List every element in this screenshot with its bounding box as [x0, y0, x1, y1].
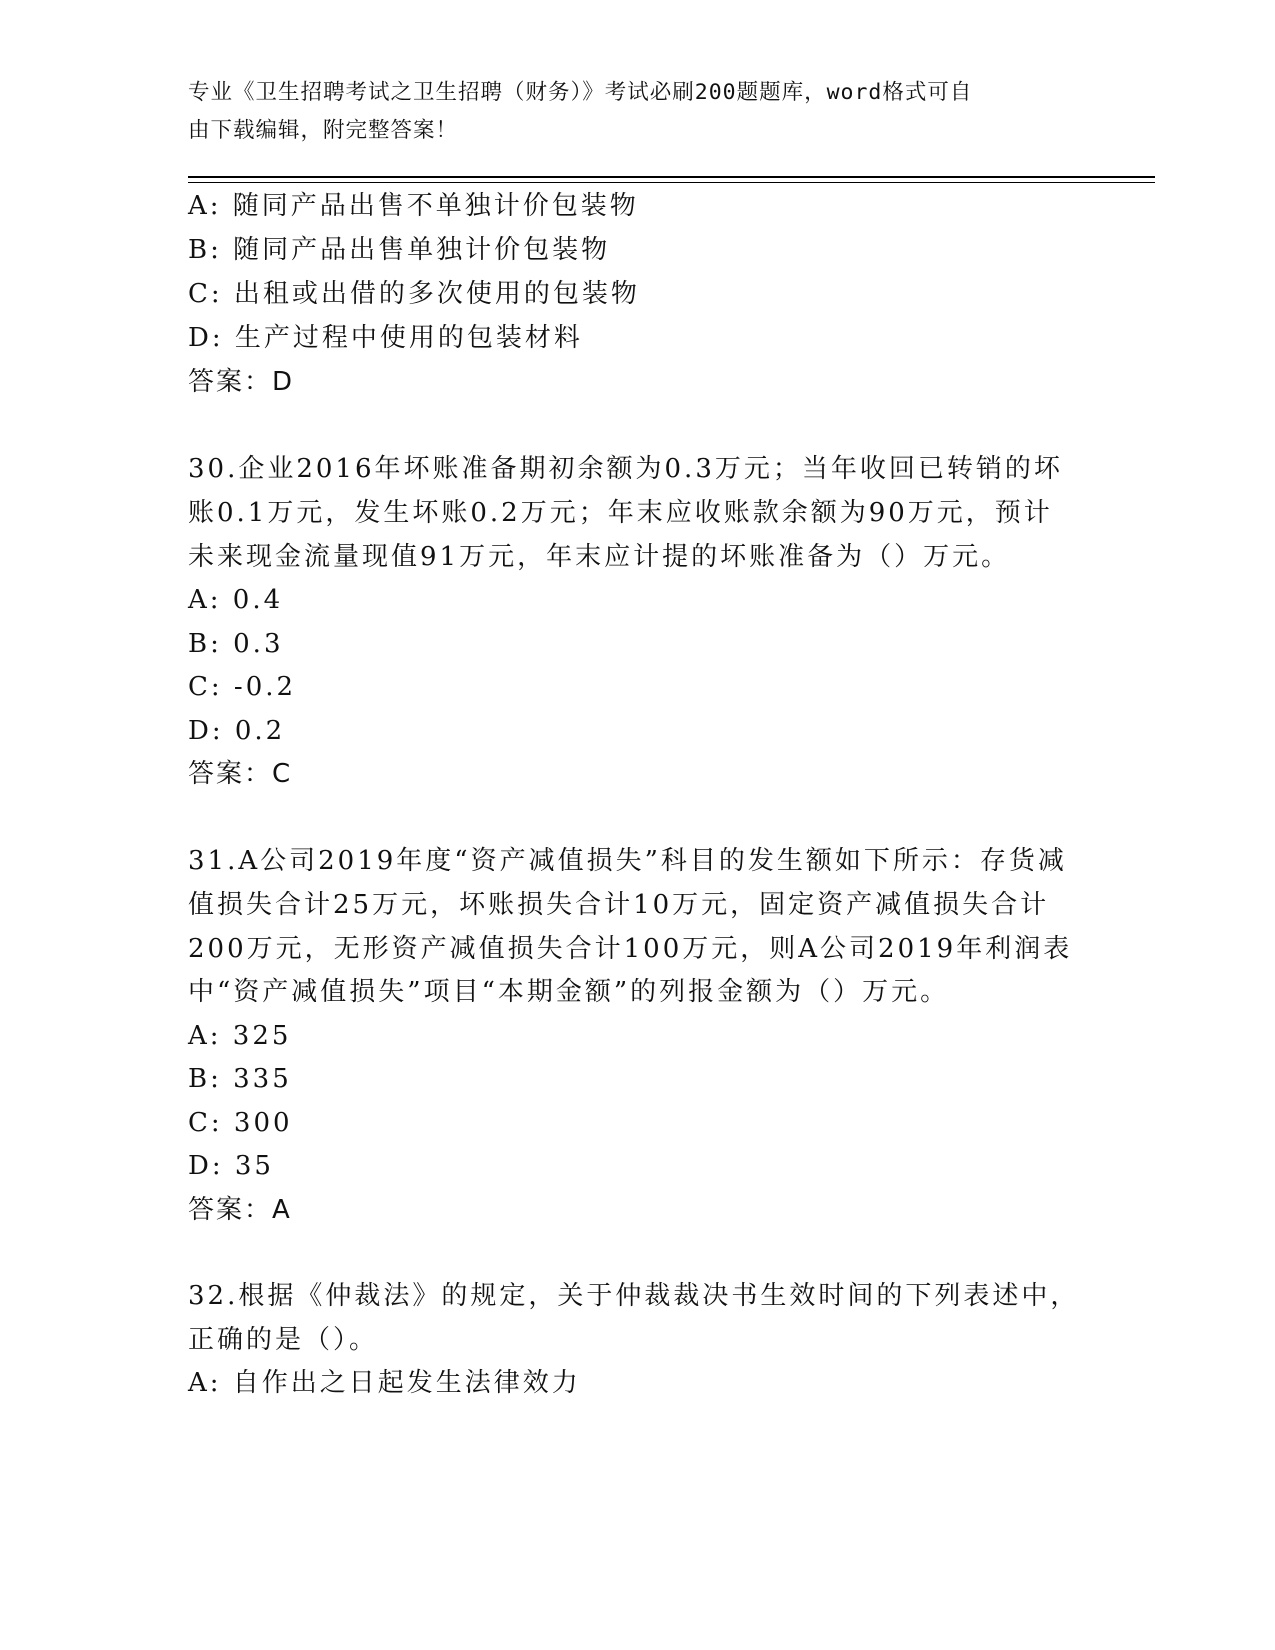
- q30-stem-line-3: 未来现金流量现值91万元，年末应计提的坏账准备为（）万元。: [188, 542, 1011, 572]
- q31-option-b: B: 335: [188, 1064, 292, 1094]
- q31-stem-line-3: 200万元，无形资产减值损失合计100万元，则A公司2019年利润表: [188, 934, 1073, 964]
- q32-option-a: A: 自作出之日起发生法律效力: [188, 1368, 581, 1398]
- q32-stem-line-1: 32.根据《仲裁法》的规定，关于仲裁裁决书生效时间的下列表述中，: [188, 1281, 1080, 1311]
- q31-stem-line-2: 值损失合计25万元，坏账损失合计10万元，固定资产减值损失合计: [188, 890, 1050, 920]
- q29-option-b: B: 随同产品出售单独计价包装物: [188, 235, 611, 265]
- q31-answer: 答案：A: [188, 1195, 292, 1225]
- q29-answer: 答案：D: [188, 367, 295, 397]
- q32-stem-line-2: 正确的是（）。: [188, 1325, 379, 1355]
- header-line-1: 专业《卫生招聘考试之卫生招聘（财务）》考试必刷200题题库，word格式可自: [188, 80, 973, 105]
- header-divider-thick: [188, 176, 1155, 178]
- q31-stem-line-4: 中“资产减值损失”项目“本期金额”的列报金额为（）万元。: [188, 977, 950, 1007]
- q30-stem-line-1: 30.企业2016年坏账准备期初余额为0.3万元；当年收回已转销的坏: [188, 454, 1063, 484]
- q29-option-d: D: 生产过程中使用的包装材料: [188, 323, 583, 353]
- q30-option-c: C: -0.2: [188, 672, 297, 702]
- q31-option-a: A: 325: [188, 1021, 292, 1051]
- q29-option-c: C: 出租或出借的多次使用的包装物: [188, 279, 640, 309]
- q31-stem-line-1: 31.A公司2019年度“资产减值损失”科目的发生额如下所示：存货减: [188, 846, 1067, 876]
- q30-option-d: D: 0.2: [188, 716, 286, 746]
- document-header: [188, 74, 1068, 150]
- q31-option-c: C: 300: [188, 1108, 293, 1138]
- q30-stem-line-2: 账0.1万元，发生坏账0.2万元；年末应收账款余额为90万元，预计: [188, 498, 1053, 528]
- q31-option-d: D: 35: [188, 1151, 274, 1181]
- q29-option-a: A: 随同产品出售不单独计价包装物: [188, 191, 639, 221]
- header-line-2: 由下载编辑，附完整答案！: [188, 118, 459, 143]
- q30-option-b: B: 0.3: [188, 629, 284, 659]
- q30-answer: 答案：C: [188, 759, 293, 789]
- q30-option-a: A: 0.4: [188, 585, 284, 615]
